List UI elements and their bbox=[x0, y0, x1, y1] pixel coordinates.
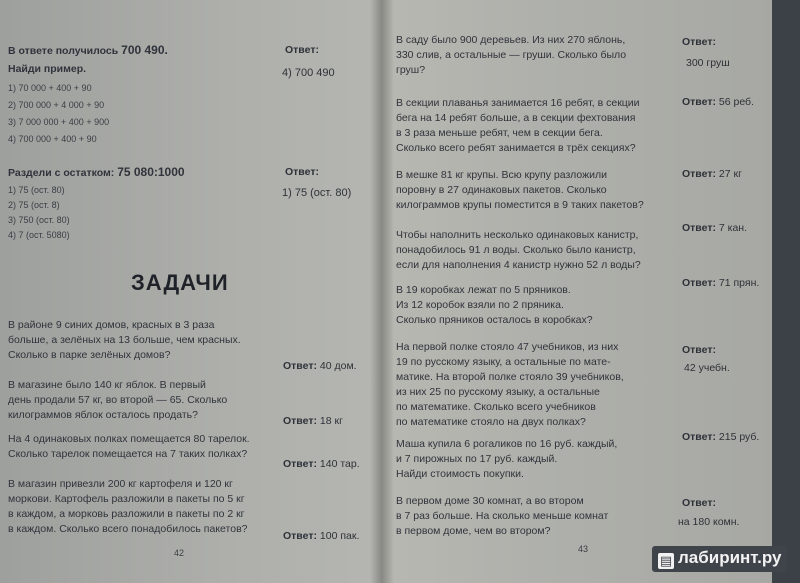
task-line: килограммов крупы поместится в 9 таких пакетов? bbox=[396, 199, 644, 211]
task-line: в каждом. Сколько всего понадобилось пакетов? bbox=[8, 523, 248, 535]
task-line: Сколько всего ребят занимается в трёх секциях? bbox=[396, 142, 636, 154]
task-line: Из 12 коробок взяли по 2 пряника. bbox=[396, 299, 564, 311]
task-answer-label: Ответ: bbox=[682, 168, 716, 180]
task-line: в 3 раза меньше ребят, чем в секции бега. bbox=[396, 127, 603, 139]
task-answer bbox=[283, 530, 359, 542]
q2-answer: 1) 75 (ост. 80) bbox=[282, 187, 352, 199]
task-answer-value: 71 прян. bbox=[718, 277, 760, 289]
task-answer bbox=[682, 431, 759, 443]
task-line: В секции плаванья занимается 16 ребят, в секции bbox=[396, 97, 640, 109]
q1-answer: 4) 700 490 bbox=[282, 67, 335, 79]
task-answer bbox=[682, 222, 747, 234]
task-line: бега на 14 ребят больше, а в секции фехтования bbox=[396, 112, 636, 124]
task-answer-value: 18 кг bbox=[319, 415, 343, 427]
task-line: Чтобы наполнить несколько одинаковых канистр, bbox=[396, 229, 639, 241]
task-answer-label: Ответ: bbox=[682, 497, 716, 509]
task-answer-value: 140 тар. bbox=[319, 458, 360, 470]
q1-number: 700 490. bbox=[121, 43, 168, 57]
q1-title bbox=[8, 43, 168, 59]
left-page bbox=[0, 0, 382, 583]
task-line: Сколько пряников осталось в коробках? bbox=[396, 314, 593, 326]
section-heading: ЗАДАЧИ bbox=[131, 270, 229, 295]
task-line: поровну в 27 одинаковых пакетов. Сколько bbox=[396, 184, 607, 196]
task-line: больше, а зелёных на 13 больше, чем красных. bbox=[8, 334, 241, 346]
background-edge bbox=[772, 0, 800, 583]
q1-option: 2) 700 000 + 4 000 + 90 bbox=[8, 100, 105, 110]
task-line: 19 по русскому языку, а остальные по мате- bbox=[396, 356, 611, 368]
task-line: Найди стоимость покупки. bbox=[396, 468, 524, 480]
q2-option: 2) 75 (ост. 8) bbox=[8, 200, 60, 210]
task-answer-value: 42 учебн. bbox=[684, 362, 730, 374]
task-line: В магазине было 140 кг яблок. В первый bbox=[8, 379, 206, 391]
task-line: моркови. Картофель разложили в пакеты по 5 кг bbox=[8, 493, 245, 505]
q1-prompt: Найди пример. bbox=[8, 63, 87, 75]
book-icon: ▤ bbox=[659, 553, 673, 568]
q2-label: Раздели с остатком: bbox=[8, 167, 115, 179]
task-line: по математике. Сколько всего учебников bbox=[396, 401, 596, 413]
q2-expression: 75 080:1000 bbox=[117, 165, 185, 179]
task-answer-label: Ответ: bbox=[283, 530, 317, 542]
q2-option: 3) 750 (ост. 80) bbox=[8, 215, 70, 225]
task-line: в каждом, а морковь разложили в пакеты по 2 кг bbox=[8, 508, 245, 520]
watermark-text: лабиринт.ру bbox=[678, 548, 782, 567]
task-answer bbox=[682, 168, 742, 180]
q2-option: 1) 75 (ост. 80) bbox=[8, 185, 65, 195]
task-line: В магазин привезли 200 кг картофеля и 120 кг bbox=[8, 478, 233, 490]
task-line: понадобилось 91 л воды. Сколько было канистр, bbox=[396, 244, 636, 256]
task-line: груш? bbox=[396, 64, 426, 76]
task-answer-value: 27 кг bbox=[718, 168, 742, 180]
task-answer-label: Ответ: bbox=[283, 415, 317, 427]
right-page bbox=[382, 0, 772, 583]
task-line: если для наполнения 4 канистр нужно 52 л воды? bbox=[396, 259, 641, 271]
task-answer-label: Ответ: bbox=[682, 36, 716, 48]
task-answer-label: Ответ: bbox=[682, 431, 716, 443]
page-number: 43 bbox=[578, 544, 589, 554]
task-line: день продали 57 кг, во второй — 65. Сколько bbox=[8, 394, 228, 406]
task-line: В первом доме 30 комнат, а во втором bbox=[396, 495, 584, 507]
task-answer-value: 40 дом. bbox=[319, 360, 357, 372]
task-answer bbox=[283, 415, 343, 427]
task-answer-value: на 180 комн. bbox=[678, 516, 740, 528]
task-answer bbox=[682, 96, 754, 108]
q2-option: 4) 7 (ост. 5080) bbox=[8, 230, 70, 240]
task-answer-value: 7 кан. bbox=[718, 222, 748, 234]
q2-title bbox=[8, 165, 185, 181]
task-line: На 4 одинаковых полках помещается 80 тарелок. bbox=[8, 433, 250, 445]
task-answer-value: 56 реб. bbox=[718, 96, 754, 108]
q1-option: 1) 70 000 + 400 + 90 bbox=[8, 83, 92, 93]
task-line: 330 слив, а остальные — груши. Сколько было bbox=[396, 49, 627, 61]
task-line: Сколько в парке зелёных домов? bbox=[8, 349, 171, 361]
task-answer-label: Ответ: bbox=[283, 458, 317, 470]
task-line: из них 25 по русскому языку, а остальные bbox=[396, 386, 600, 398]
task-line: Сколько тарелок помещается на 7 таких полках? bbox=[8, 448, 248, 460]
task-line: килограммов яблок осталось продать? bbox=[8, 409, 198, 421]
task-line: Маша купила 6 рогаликов по 16 руб. каждый, bbox=[396, 438, 618, 450]
task-answer-value: 300 груш bbox=[686, 57, 730, 69]
task-line: матике. На второй полке стояло 39 учебников, bbox=[396, 371, 624, 383]
task-line: и 7 пирожных по 17 руб. каждый. bbox=[396, 453, 558, 465]
task-line: В районе 9 синих домов, красных в 3 раза bbox=[8, 319, 215, 331]
page-number: 42 bbox=[174, 548, 185, 558]
q1-option: 3) 7 000 000 + 400 + 900 bbox=[8, 117, 110, 127]
q2-answer-label: Ответ: bbox=[285, 166, 319, 178]
q1-label: В ответе получилось bbox=[8, 45, 119, 57]
task-answer-label: Ответ: bbox=[283, 360, 317, 372]
task-line: по математике стояло на двух полках? bbox=[396, 416, 586, 428]
watermark bbox=[652, 546, 787, 572]
task-answer-label: Ответ: bbox=[682, 222, 716, 234]
task-answer bbox=[283, 360, 357, 372]
task-line: В мешке 81 кг крупы. Всю крупу разложили bbox=[396, 169, 608, 181]
task-answer-label: Ответ: bbox=[682, 96, 716, 108]
q1-answer-label: Ответ: bbox=[285, 44, 319, 56]
task-line: в первом доме, чем во втором? bbox=[396, 525, 551, 537]
task-answer-value: 100 пак. bbox=[319, 530, 360, 542]
book-gutter-shadow bbox=[370, 0, 394, 583]
task-answer bbox=[283, 458, 360, 470]
task-line: На первой полке стояло 47 учебников, из них bbox=[396, 341, 619, 353]
task-answer-label: Ответ: bbox=[682, 277, 716, 289]
task-line: в 7 раз больше. На сколько меньше комнат bbox=[396, 510, 609, 522]
task-answer-label: Ответ: bbox=[682, 344, 716, 356]
q1-option: 4) 700 000 + 400 + 90 bbox=[8, 134, 97, 144]
task-answer-value: 215 руб. bbox=[718, 431, 760, 443]
task-line: В саду было 900 деревьев. Из них 270 яблонь, bbox=[396, 34, 626, 46]
task-line: В 19 коробках лежат по 5 пряников. bbox=[396, 284, 571, 296]
task-answer bbox=[682, 277, 759, 289]
